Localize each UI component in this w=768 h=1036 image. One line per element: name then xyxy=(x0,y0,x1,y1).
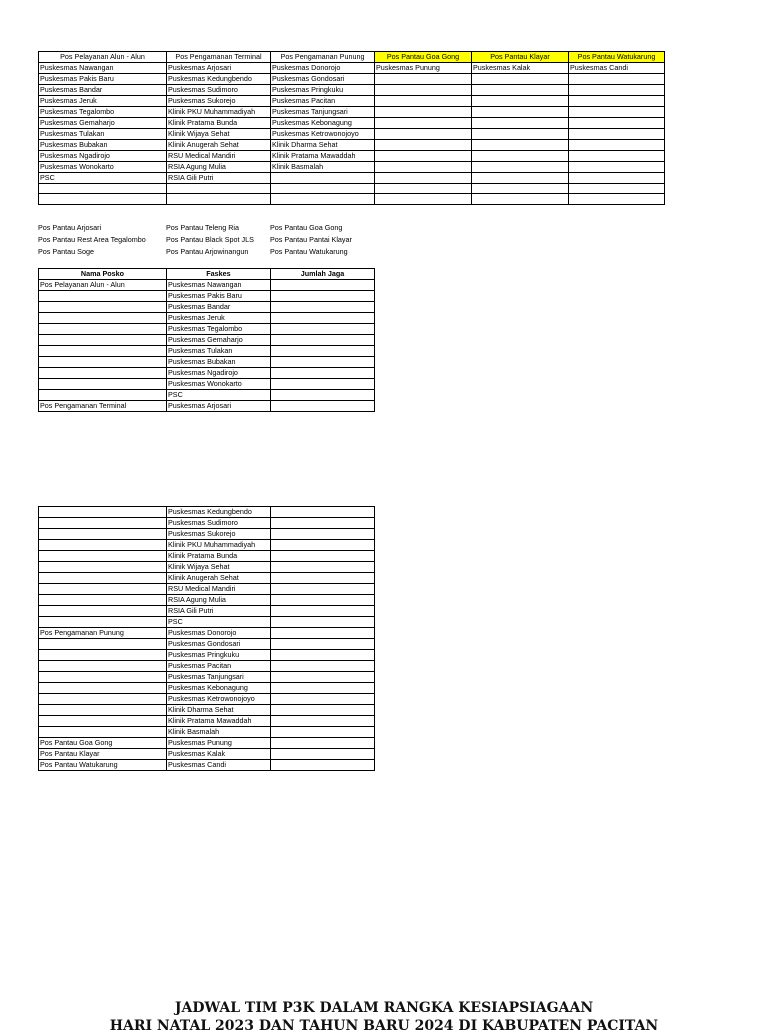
table-cell: Puskesmas Pringkuku xyxy=(167,650,271,661)
table-row xyxy=(39,357,375,368)
table-cell: Puskesmas Sukorejo xyxy=(167,529,271,540)
pos-pantau-row xyxy=(38,222,398,234)
table-cell xyxy=(271,324,375,335)
table-cell xyxy=(39,313,167,324)
table-row xyxy=(39,683,375,694)
table-cell xyxy=(271,401,375,412)
table-cell xyxy=(271,738,375,749)
table-cell xyxy=(472,74,569,85)
table-cell: Puskesmas Punung xyxy=(375,63,472,74)
table-cell: Klinik Dharma Sehat xyxy=(271,140,375,151)
table-cell xyxy=(271,606,375,617)
column-header: Pos Pantau Watukarung xyxy=(569,52,665,63)
table-cell xyxy=(472,96,569,107)
pos-pantau-row xyxy=(38,246,398,258)
table-cell xyxy=(271,357,375,368)
table-cell xyxy=(39,390,167,401)
table-cell xyxy=(39,672,167,683)
table-cell: Puskesmas Tulakan xyxy=(167,346,271,357)
table-row xyxy=(39,507,375,518)
table-cell xyxy=(472,151,569,162)
table-cell xyxy=(569,74,665,85)
table-cell: Pos Pengamanan Terminal xyxy=(39,401,167,412)
table-cell: Klinik Pratama Mawaddah xyxy=(167,716,271,727)
table-cell: Puskesmas Kedungbendo xyxy=(167,507,271,518)
table-row xyxy=(39,401,375,412)
table-cell xyxy=(271,661,375,672)
table-cell: Puskesmas Pakis Baru xyxy=(39,74,167,85)
table-cell xyxy=(39,716,167,727)
table-cell xyxy=(569,194,665,204)
table-cell: RSIA Agung Mulia xyxy=(167,595,271,606)
column-header: Pos Pantau Klayar xyxy=(472,52,569,63)
table-row xyxy=(39,291,375,302)
table-cell: Puskesmas Tanjungsari xyxy=(167,672,271,683)
table-row xyxy=(39,628,375,639)
table-cell: RSU Medical Mandiri xyxy=(167,151,271,162)
pos-pantau-item: Pos Pantau Pantai Klayar xyxy=(270,235,352,244)
table-row xyxy=(39,716,375,727)
pos-pantau-item: Pos Pantau Rest Area Tegalombo xyxy=(38,235,146,244)
table-cell: Klinik PKU Muhammadiyah xyxy=(167,107,271,118)
table-cell: Puskesmas Arjosari xyxy=(167,63,271,74)
column-header: Nama Posko xyxy=(39,269,167,280)
table-cell xyxy=(472,194,569,204)
table-cell xyxy=(271,291,375,302)
table-cell: Puskesmas Arjosari xyxy=(167,401,271,412)
table-cell xyxy=(39,346,167,357)
table-cell: Klinik Pratama Bunda xyxy=(167,551,271,562)
table-cell xyxy=(39,562,167,573)
table-cell xyxy=(472,107,569,118)
table-cell xyxy=(375,85,472,96)
table-cell: PSC xyxy=(167,617,271,628)
table-row xyxy=(39,140,665,151)
table-cell xyxy=(569,151,665,162)
table-cell xyxy=(39,617,167,628)
table-cell xyxy=(375,140,472,151)
table-cell xyxy=(39,291,167,302)
table-cell xyxy=(271,302,375,313)
table-cell: RSIA Gili Putri xyxy=(167,606,271,617)
table-cell: PSC xyxy=(167,390,271,401)
table-cell xyxy=(569,173,665,184)
table-cell: PSC xyxy=(39,173,167,184)
table-cell: Klinik Pratama Bunda xyxy=(167,118,271,129)
pos-pantau-list xyxy=(38,222,398,258)
table-cell: Pos Pantau Watukarung xyxy=(39,760,167,771)
assignment-header-row xyxy=(39,269,375,280)
table-cell: Klinik Basmalah xyxy=(271,162,375,173)
table-cell xyxy=(271,595,375,606)
table-row xyxy=(39,313,375,324)
pos-pantau-item: Pos Pantau Teleng Ria xyxy=(166,223,239,232)
table-cell xyxy=(271,280,375,291)
table-row xyxy=(39,551,375,562)
table-row xyxy=(39,760,375,771)
table-cell xyxy=(39,595,167,606)
table-cell: Puskesmas Kebonagung xyxy=(167,683,271,694)
table-cell: Puskesmas Gondosari xyxy=(167,639,271,650)
table-row xyxy=(39,280,375,291)
table-cell xyxy=(271,617,375,628)
table-row xyxy=(39,518,375,529)
pos-pantau-row xyxy=(38,234,398,246)
table-cell xyxy=(39,551,167,562)
table-cell xyxy=(39,507,167,518)
table-row xyxy=(39,727,375,738)
table-row xyxy=(39,650,375,661)
table-cell: Klinik Wijaya Sehat xyxy=(167,129,271,140)
table-row xyxy=(39,118,665,129)
table-cell xyxy=(375,74,472,85)
table-row xyxy=(39,129,665,140)
table-cell xyxy=(39,584,167,595)
table-cell xyxy=(39,302,167,313)
table-cell xyxy=(472,118,569,129)
table-cell: Klinik PKU Muhammadiyah xyxy=(167,540,271,551)
table-cell: Puskesmas Bandar xyxy=(167,302,271,313)
table-cell xyxy=(569,140,665,151)
table-cell: Klinik Anugerah Sehat xyxy=(167,573,271,584)
table-cell xyxy=(39,529,167,540)
table-cell xyxy=(39,368,167,379)
column-header: Pos Pelayanan Alun - Alun xyxy=(39,52,167,63)
table-cell xyxy=(271,368,375,379)
table-row xyxy=(39,151,665,162)
table-cell: Pos Pengamanan Punung xyxy=(39,628,167,639)
table-row xyxy=(39,672,375,683)
table-row xyxy=(39,335,375,346)
table-cell: Puskesmas Kalak xyxy=(167,749,271,760)
table-cell: Klinik Anugerah Sehat xyxy=(167,140,271,151)
table-cell xyxy=(472,162,569,173)
table-cell: Puskesmas Jeruk xyxy=(167,313,271,324)
table-cell xyxy=(271,173,375,184)
posko-assignment-table xyxy=(38,268,375,412)
table-cell: Puskesmas Wonokarto xyxy=(39,162,167,173)
table-cell xyxy=(375,194,472,204)
table-row xyxy=(39,573,375,584)
table-cell xyxy=(271,650,375,661)
table-cell: Puskesmas Sudimoro xyxy=(167,85,271,96)
table-cell: Puskesmas Ngadirojo xyxy=(39,151,167,162)
table-cell: Puskesmas Jeruk xyxy=(39,96,167,107)
table-cell xyxy=(39,335,167,346)
table-cell: Pos Pantau Goa Gong xyxy=(39,738,167,749)
table-row xyxy=(39,562,375,573)
table-cell xyxy=(271,694,375,705)
table-row xyxy=(39,107,665,118)
table-row xyxy=(39,74,665,85)
table-cell: Puskesmas Bubakan xyxy=(39,140,167,151)
table-cell xyxy=(375,151,472,162)
table-cell: Klinik Basmalah xyxy=(167,727,271,738)
table-row xyxy=(39,194,665,204)
table-cell: Puskesmas Kedungbendo xyxy=(167,74,271,85)
table-cell xyxy=(271,346,375,357)
column-header: Pos Pantau Goa Gong xyxy=(375,52,472,63)
table-cell xyxy=(375,129,472,140)
table-cell: Pos Pantau Klayar xyxy=(39,749,167,760)
table-cell xyxy=(167,194,271,204)
table-cell xyxy=(569,162,665,173)
table-cell: Puskesmas Kalak xyxy=(472,63,569,74)
table-cell xyxy=(375,184,472,194)
table-cell: Puskesmas Pringkuku xyxy=(271,85,375,96)
posko-faskes-grid xyxy=(38,51,665,205)
pos-pantau-item: Pos Pantau Black Spot JLS xyxy=(166,235,254,244)
table-cell: RSIA Agung Mulia xyxy=(167,162,271,173)
table-cell xyxy=(375,96,472,107)
table-cell xyxy=(271,705,375,716)
table-cell: Pos Pelayanan Alun - Alun xyxy=(39,280,167,291)
document-title-line-2: HARI NATAL 2023 DAN TAHUN BARU 2024 DI KABUPATEN PACITAN xyxy=(109,1018,659,1034)
table-cell: Klinik Wijaya Sehat xyxy=(167,562,271,573)
table-cell xyxy=(271,727,375,738)
table-cell xyxy=(271,529,375,540)
table-row xyxy=(39,661,375,672)
table-cell xyxy=(271,760,375,771)
table-cell xyxy=(39,639,167,650)
table-cell: Puskesmas Tegalombo xyxy=(167,324,271,335)
table-cell xyxy=(39,518,167,529)
table-cell xyxy=(39,194,167,204)
table-cell: Puskesmas Tulakan xyxy=(39,129,167,140)
pos-pantau-item: Pos Pantau Goa Gong xyxy=(270,223,343,232)
column-header: Faskes xyxy=(167,269,271,280)
pos-pantau-item: Pos Pantau Arjowinangun xyxy=(166,247,249,256)
table-row xyxy=(39,302,375,313)
table-cell xyxy=(39,683,167,694)
table-cell xyxy=(271,184,375,194)
table-cell xyxy=(569,96,665,107)
table-row xyxy=(39,529,375,540)
table-cell xyxy=(271,194,375,204)
table-cell xyxy=(271,573,375,584)
table-cell xyxy=(271,540,375,551)
table-cell xyxy=(39,357,167,368)
table-cell: Puskesmas Ketrowonojoyo xyxy=(167,694,271,705)
table-cell: Puskesmas Gemaharjo xyxy=(167,335,271,346)
table-cell: Puskesmas Nawangan xyxy=(39,63,167,74)
table-cell xyxy=(472,173,569,184)
table-cell xyxy=(375,107,472,118)
table-cell xyxy=(271,390,375,401)
table-cell xyxy=(569,118,665,129)
table-cell xyxy=(271,335,375,346)
table-cell xyxy=(271,518,375,529)
table-cell xyxy=(271,551,375,562)
table-row xyxy=(39,368,375,379)
table-cell: Puskesmas Pacitan xyxy=(271,96,375,107)
table-cell xyxy=(39,324,167,335)
column-header: Pos Pengamanan Punung xyxy=(271,52,375,63)
table-cell: Puskesmas Sudimoro xyxy=(167,518,271,529)
table-cell: Puskesmas Gemaharjo xyxy=(39,118,167,129)
table-cell xyxy=(271,379,375,390)
table-row xyxy=(39,738,375,749)
table-cell: Puskesmas Gondosari xyxy=(271,74,375,85)
table-cell xyxy=(271,507,375,518)
table-cell xyxy=(569,85,665,96)
table-cell: Puskesmas Punung xyxy=(167,738,271,749)
table-row xyxy=(39,184,665,194)
table-cell xyxy=(39,540,167,551)
table-cell: Puskesmas Bandar xyxy=(39,85,167,96)
table-cell: Klinik Dharma Sehat xyxy=(167,705,271,716)
table-row xyxy=(39,85,665,96)
table-cell: Puskesmas Wonokarto xyxy=(167,379,271,390)
table-cell xyxy=(472,184,569,194)
table-cell: Puskesmas Candi xyxy=(167,760,271,771)
table-cell xyxy=(472,129,569,140)
table-cell: Puskesmas Pacitan xyxy=(167,661,271,672)
table-cell xyxy=(271,639,375,650)
table-row xyxy=(39,162,665,173)
table-cell: Puskesmas Candi xyxy=(569,63,665,74)
table-row xyxy=(39,379,375,390)
table-cell xyxy=(271,683,375,694)
posko-assignment-table-continued xyxy=(38,506,375,771)
table-cell xyxy=(39,606,167,617)
table-cell xyxy=(569,184,665,194)
table-cell xyxy=(39,694,167,705)
table-cell: Puskesmas Bubakan xyxy=(167,357,271,368)
table-cell xyxy=(39,661,167,672)
column-header: Pos Pengamanan Terminal xyxy=(167,52,271,63)
table-row xyxy=(39,694,375,705)
table-cell xyxy=(271,716,375,727)
table-cell: Puskesmas Tanjungsari xyxy=(271,107,375,118)
column-header: Jumlah Jaga xyxy=(271,269,375,280)
table-cell: Puskesmas Pakis Baru xyxy=(167,291,271,302)
table-row xyxy=(39,346,375,357)
table-row xyxy=(39,540,375,551)
table-row xyxy=(39,324,375,335)
table-row xyxy=(39,617,375,628)
table-row xyxy=(39,390,375,401)
posko-header-row xyxy=(39,52,665,63)
table-cell: RSU Medical Mandiri xyxy=(167,584,271,595)
table-cell xyxy=(375,173,472,184)
table-cell: Klinik Pratama Mawaddah xyxy=(271,151,375,162)
table-row xyxy=(39,639,375,650)
table-row xyxy=(39,705,375,716)
table-row xyxy=(39,96,665,107)
table-cell xyxy=(569,129,665,140)
table-cell: Puskesmas Nawangan xyxy=(167,280,271,291)
table-cell xyxy=(271,628,375,639)
table-row xyxy=(39,606,375,617)
table-row xyxy=(39,749,375,760)
table-cell: Puskesmas Ketrowonojoyo xyxy=(271,129,375,140)
table-cell xyxy=(167,184,271,194)
table-cell: Puskesmas Donorojo xyxy=(271,63,375,74)
table-cell: Puskesmas Donorojo xyxy=(167,628,271,639)
table-cell xyxy=(569,107,665,118)
table-cell xyxy=(39,650,167,661)
table-row xyxy=(39,584,375,595)
table-cell: RSIA Gili Putri xyxy=(167,173,271,184)
table-cell xyxy=(271,672,375,683)
table-cell xyxy=(39,573,167,584)
table-row xyxy=(39,63,665,74)
table-cell xyxy=(472,140,569,151)
table-cell: Puskesmas Sukorejo xyxy=(167,96,271,107)
table-cell xyxy=(271,584,375,595)
table-cell xyxy=(39,184,167,194)
table-cell xyxy=(271,313,375,324)
table-row xyxy=(39,173,665,184)
table-cell xyxy=(39,379,167,390)
pos-pantau-item: Pos Pantau Arjosari xyxy=(38,223,102,232)
table-cell: Puskesmas Tegalombo xyxy=(39,107,167,118)
table-cell: Puskesmas Kebonagung xyxy=(271,118,375,129)
table-cell xyxy=(39,705,167,716)
pos-pantau-item: Pos Pantau Soge xyxy=(38,247,94,256)
pos-pantau-item: Pos Pantau Watukarung xyxy=(270,247,348,256)
table-cell xyxy=(375,162,472,173)
table-row xyxy=(39,595,375,606)
table-cell xyxy=(39,727,167,738)
document-title-line-1: JADWAL TIM P3K DALAM RANGKA KESIAPSIAGAAN xyxy=(174,1000,594,1016)
table-cell xyxy=(271,562,375,573)
table-cell xyxy=(271,749,375,760)
table-cell: Puskesmas Ngadirojo xyxy=(167,368,271,379)
table-cell xyxy=(472,85,569,96)
table-cell xyxy=(375,118,472,129)
